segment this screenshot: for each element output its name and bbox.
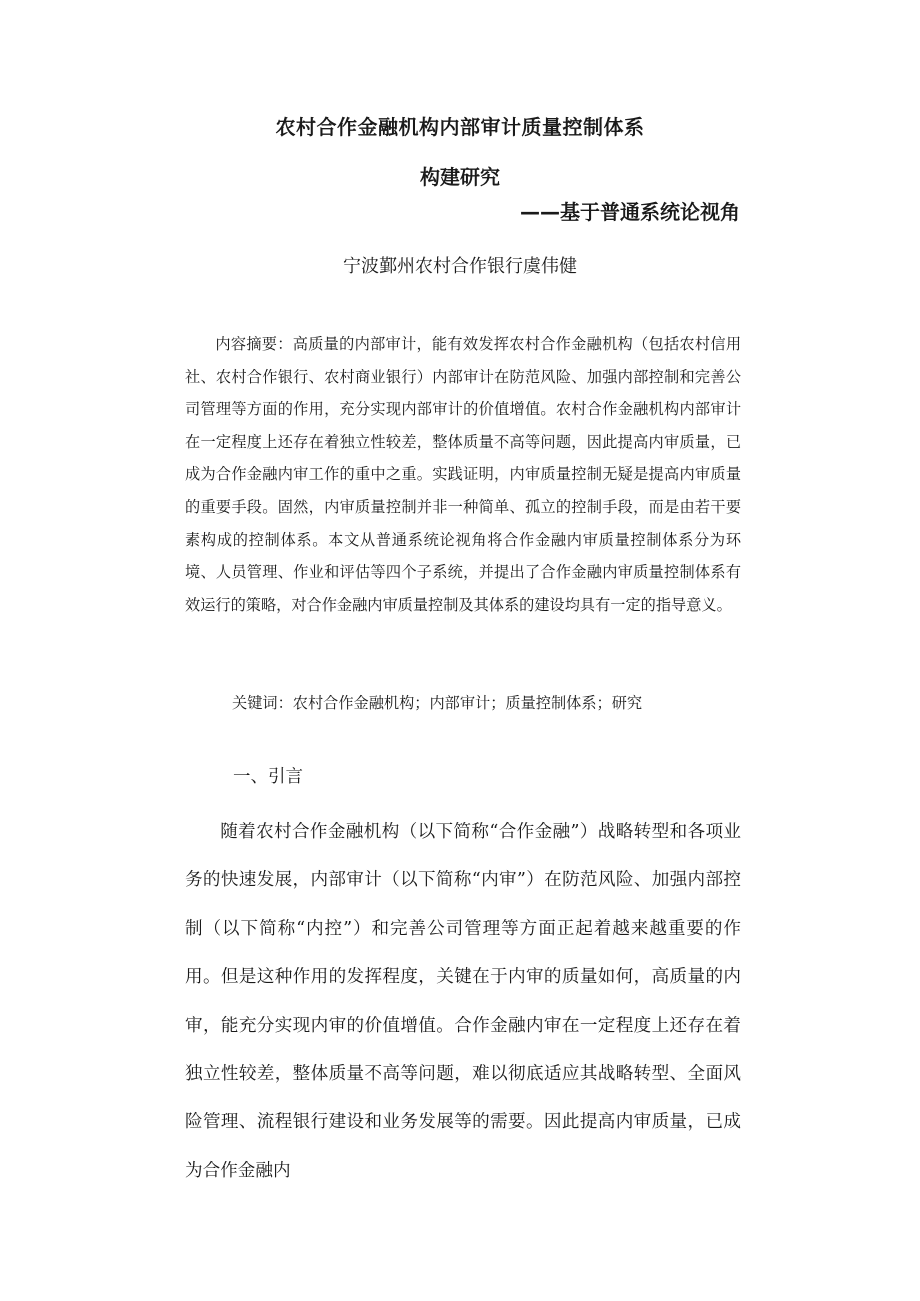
document-title-line1: 农村合作金融机构内部审计质量控制体系: [275, 115, 645, 140]
abstract-paragraph: 内容摘要：高质量的内部审计，能有效发挥农村合作金融机构（包括农村信用社、农村合作银行、农村商业银行）内部审计在防范风险、加强内部控制和完善公司管理等方面的作用，充分实现内部审计的价值增值。农村合作金融机构内部审计在一定程度上还存在着独立性较差，整体质量不高等问题，因此提高内审质量，已成为合作金融内审工作的重中之重。实践证明，内审质量控制无疑是提高内审质量的重要手段。固然，内审质量控制并非一种简单、孤立的控制手段，而是由若干要素构成的控制体系。本文从普通系统论视角将合作金融内审质量控制体系分为环境、人员管理、作业和评估等四个子系统，并提出了合作金融内审质量控制体系有效运行的策略，对合作金融内审质量控制及其体系的建设均具有一定的指导意义。: [185, 335, 741, 614]
section-body-introduction: 随着农村合作金融机构（以下简称“合作金融”）战略转型和各项业务的快速发展，内部审计（以下简称“内审”）在防范风险、加强内部控制（以下简称“内控”）和完善公司管理等方面正起着越来越重要的作用。但是这种作用的发挥程度，关键在于内审的质量如何，高质量的内审，能充分实现内审的价值增值。合作金融内审在一定程度上还存在着独立性较差，整体质量不高等问题，难以彻底适应其战略转型、全面风险管理、流程银行建设和业务发展等的需要。因此提高内审质量，已成为合作金融内: [185, 822, 741, 1181]
section-heading-introduction: 一、引言: [233, 767, 303, 787]
keywords-line: 关键词：农村合作金融机构；内部审计；质量控制体系；研究: [232, 694, 643, 712]
document-author: 宁波鄞州农村合作银行虞伟健: [343, 256, 577, 277]
document-subtitle: ——基于普通系统论视角: [520, 200, 740, 224]
document-title-line2: 构建研究: [420, 165, 500, 190]
